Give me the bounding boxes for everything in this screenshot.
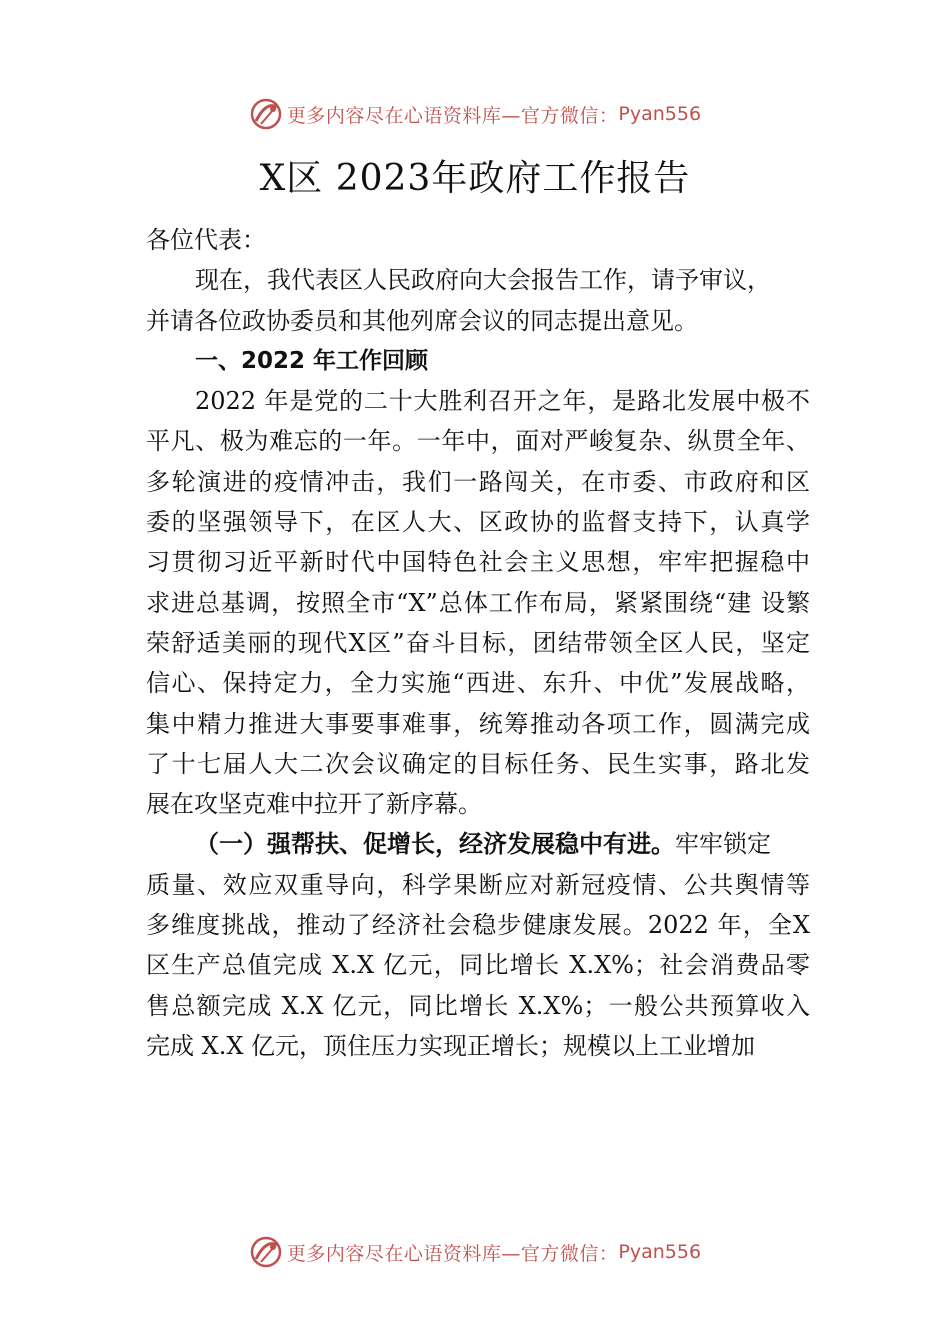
- paragraph-line: 展在攻坚克难中拉开了新序幕。: [146, 790, 482, 819]
- paragraph-line: 售总额完成 X.X 亿元，同比增长 X.X%；一般公共预算收入: [146, 991, 810, 1020]
- document-title: X区 2023年政府工作报告: [259, 158, 691, 199]
- paragraph-line: 集中精力推进大事要事难事，统筹推动各项工作，圆满完成: [146, 709, 810, 738]
- paragraph-line: 求进总基调，按照全市“X”总体工作布局，紧紧围绕“建 设繁: [146, 588, 810, 617]
- document-body: [146, 220, 810, 1066]
- section-heading: 一、2022 年工作回顾: [195, 347, 429, 374]
- subsection-lead-rest: 牢牢锁定: [675, 830, 771, 859]
- seal-logo-icon: [249, 1235, 283, 1269]
- watermark-wechat-id: Pyan556: [618, 1241, 702, 1263]
- paragraph-line: 委的坚强领导下，在区人大、区政协的监督支持下，认真学: [146, 508, 810, 537]
- watermark-text: 更多内容尽在心语资料库—官方微信：: [286, 1242, 619, 1265]
- subsection-lead: （一）强帮扶、促增长，经济发展稳中有进。: [195, 829, 675, 859]
- subsection-lead-line: [146, 824, 810, 864]
- paragraph-line: 了十七届人大二次会议确定的目标任务、民生实事，路北发: [146, 749, 810, 778]
- paragraph-line: 质量、效应双重导向，科学果断应对新冠疫情、公共舆情等: [146, 870, 810, 899]
- paragraph-line: 多维度挑战，推动了经济社会稳步健康发展。2022 年，全X: [146, 911, 810, 940]
- watermark-header: [0, 94, 950, 134]
- paragraph-line: 2022 年是党的二十大胜利召开之年，是路北发展中极不: [195, 387, 810, 416]
- intro-line: 并请各位政协委员和其他列席会议的同志提出意见。: [146, 306, 698, 335]
- salutation: 各位代表：: [146, 226, 266, 254]
- paragraph-line: 习贯彻习近平新时代中国特色社会主义思想，牢牢把握稳中: [146, 548, 810, 577]
- watermark-footer: [0, 1232, 950, 1272]
- intro-line: 现在，我代表区人民政府向大会报告工作，请予审议，: [195, 266, 771, 295]
- paragraph-line: 信心、保持定力，全力实施“西进、东升、中优”发展战略，: [146, 669, 810, 698]
- watermark-wechat-id: Pyan556: [618, 103, 702, 125]
- seal-logo-icon: [249, 97, 283, 131]
- paragraph-line: 多轮演进的疫情冲击，我们一路闯关，在市委、市政府和区: [146, 467, 810, 496]
- watermark-text: 更多内容尽在心语资料库—官方微信：: [286, 104, 619, 127]
- paragraph-line: 完成 X.X 亿元，顶住压力实现正增长；规模以上工业增加: [146, 1031, 756, 1060]
- paragraph-line: 区生产总值完成 X.X 亿元，同比增长 X.X%；社会消费品零: [146, 951, 810, 980]
- paragraph-line: 平凡、极为难忘的一年。一年中，面对严峻复杂、纵贯全年、: [146, 427, 810, 456]
- paragraph-line: 荣舒适美丽的现代X区”奋斗目标，团结带领全区人民，坚定: [146, 628, 810, 657]
